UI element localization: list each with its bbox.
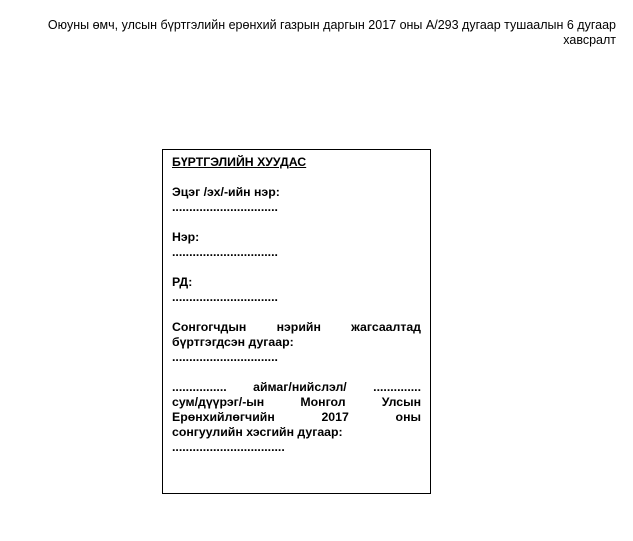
field-blank[interactable]: ................................. — [172, 440, 285, 454]
field-label: бүртгэгдсэн дугаар: — [172, 335, 294, 349]
field-label: Эцэг /эх/-ийн нэр: — [172, 185, 280, 199]
field-parent-name — [172, 185, 421, 215]
field-label: сум/дүүрэг/-ын Монгол Улсын — [172, 395, 421, 409]
registration-form — [162, 149, 431, 494]
field-blank[interactable]: ............................... — [172, 350, 278, 364]
field-name — [172, 230, 421, 260]
field-label: сонгуулийн хэсгийн дугаар: — [172, 425, 343, 439]
field-blank[interactable]: ............................... — [172, 290, 278, 304]
header-note — [16, 18, 616, 48]
form-title: БҮРТГЭЛИЙН ХУУДАС — [172, 155, 307, 169]
field-label: Ерөнхийлөгчийн 2017 оны — [172, 410, 421, 424]
field-blank[interactable]: ............................... — [172, 200, 278, 214]
field-label: РД: — [172, 275, 193, 289]
field-registration-number — [172, 275, 421, 305]
field-voter-list-number — [172, 320, 421, 365]
field-label: Сонгогчдын нэрийн жагсаалтад — [172, 320, 421, 334]
header-note-line1: Оюуны өмч, улсын бүртгэлийн ерөнхий газрын даргын 2017 оны А/293 дугаар тушаалын 6 дугаар — [47, 18, 616, 32]
field-polling-station — [172, 380, 421, 455]
field-label: Нэр: — [172, 230, 200, 244]
field-blank[interactable]: ............................... — [172, 245, 278, 259]
field-label: ................ аймаг/нийслэл/ .............. — [172, 380, 421, 394]
header-note-line2: хавсралт — [563, 33, 616, 47]
